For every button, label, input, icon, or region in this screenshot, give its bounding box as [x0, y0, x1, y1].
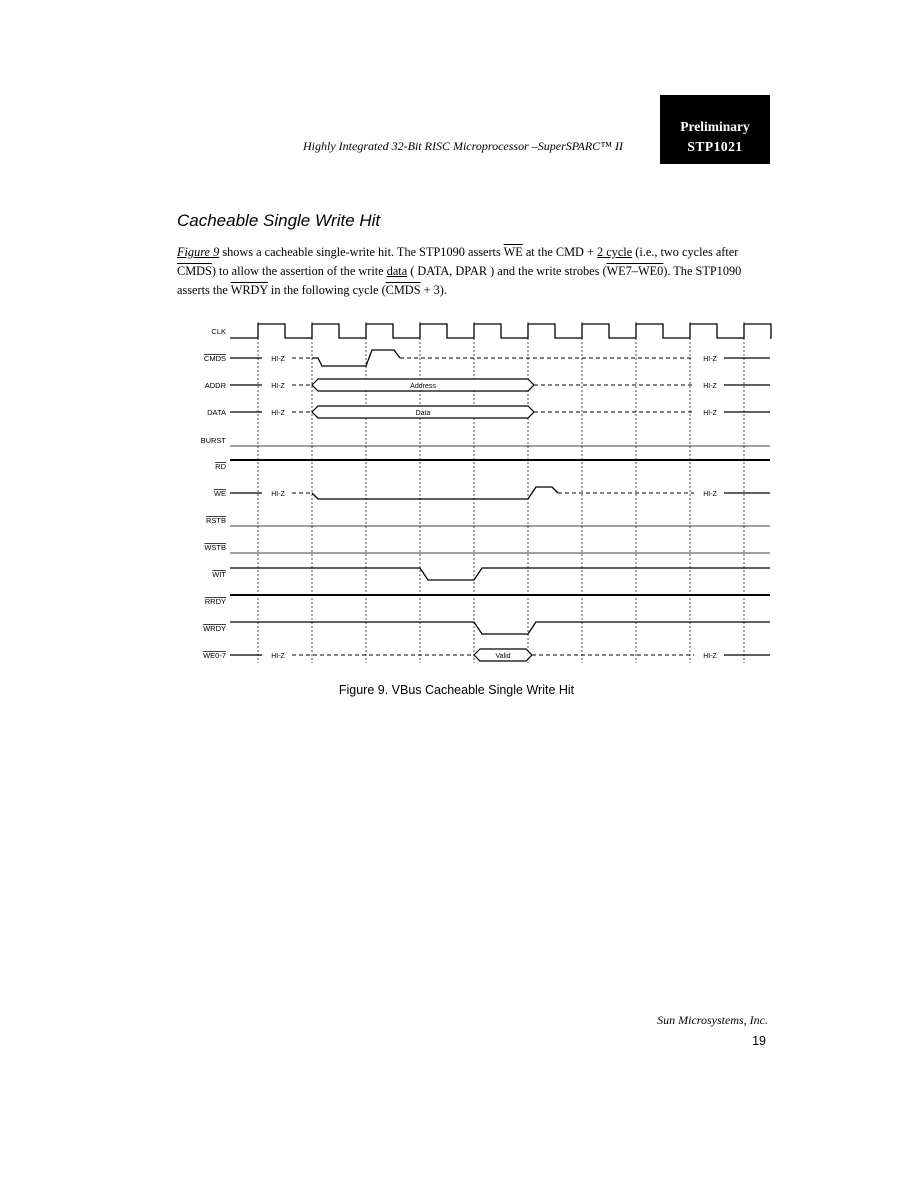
addr-hiz-right: HI-Z [703, 383, 717, 390]
data-bus-label: Data [415, 410, 431, 417]
signal-label-wit: WIT [212, 570, 226, 579]
signal-label-rd: RD [215, 462, 226, 471]
two-cycle-text: 2 cycle [596, 245, 633, 259]
we-waveform [312, 487, 558, 499]
company-name: Sun Microsystems, Inc. [657, 1013, 768, 1027]
signal-label-wrdy: WRDY [203, 624, 226, 633]
signal-label-addr: ADDR [204, 381, 226, 390]
text-run: ). The STP1090 asserts the [177, 264, 742, 297]
we-signal: $\overline{WE}$ [503, 245, 523, 259]
we-hiz-right: HI-Z [703, 491, 717, 498]
section-title: Cacheable Single Write Hit [177, 211, 381, 230]
cmds-hiz-right: HI-Z [703, 356, 717, 363]
addr-bus-label: Address [410, 383, 436, 390]
text-run: shows a cacheable single-write hit. The STP1090 asserts [219, 245, 504, 259]
cmds-hiz-left: HI-Z [271, 356, 285, 363]
clk-waveform [230, 324, 771, 338]
text-run: at the CMD + [522, 245, 597, 259]
data-hiz-right: HI-Z [703, 410, 717, 417]
we-hiz-left: HI-Z [271, 491, 285, 498]
data-word: data [386, 264, 408, 278]
text-run: (i.e., two cycles after [632, 245, 739, 259]
signal-label-wstb: WSTB [204, 543, 226, 552]
page-number: 19 [752, 1034, 766, 1048]
signal-label-rrdy: RRDY [204, 597, 226, 606]
signal-label-cmds: CMDS [203, 354, 226, 363]
text-run: + 3). [420, 283, 447, 297]
we-range-signal: WE7–WE0 [606, 264, 664, 278]
text-run: ( DATA, DPAR ) and the write strobes ( [407, 264, 607, 278]
cmds-pulse [312, 350, 400, 366]
signal-label-we: WE [213, 489, 226, 498]
signal-label-burst: BURST [200, 436, 226, 445]
we7-hiz-right: HI-Z [703, 653, 717, 660]
figure-caption: Figure 9. VBus Cacheable Single Write Hit [338, 683, 575, 697]
badge-part-number: STP1021 [687, 139, 743, 154]
text-run: ) to allow the assertion of the write [211, 264, 387, 278]
we7-valid-label: Valid [495, 653, 511, 660]
wit-waveform [230, 568, 770, 580]
signal-label-data: DATA [207, 408, 226, 417]
cmds-signal: CMDS [385, 283, 421, 297]
signal-label-clk: CLK [211, 327, 226, 336]
wrdy-waveform [230, 622, 770, 634]
signal-label-rstb: RSTB [205, 516, 226, 525]
wrdy-signal: WRDY [230, 283, 268, 297]
addr-hiz-left: HI-Z [271, 383, 285, 390]
cmds-signal: CMDS [177, 264, 212, 278]
data-hiz-left: HI-Z [271, 410, 285, 417]
running-header: Highly Integrated 32-Bit RISC Microprocessor –SuperSPARC™ II [303, 139, 623, 153]
we7-hiz-left: HI-Z [271, 653, 285, 660]
figure-reference-link[interactable]: Figure 9 [177, 245, 220, 259]
badge-status: Preliminary [680, 119, 750, 134]
text-run: in the following cycle ( [267, 283, 386, 297]
signal-labels [201, 327, 227, 660]
signal-label-we7: WE0-7 [203, 651, 226, 660]
